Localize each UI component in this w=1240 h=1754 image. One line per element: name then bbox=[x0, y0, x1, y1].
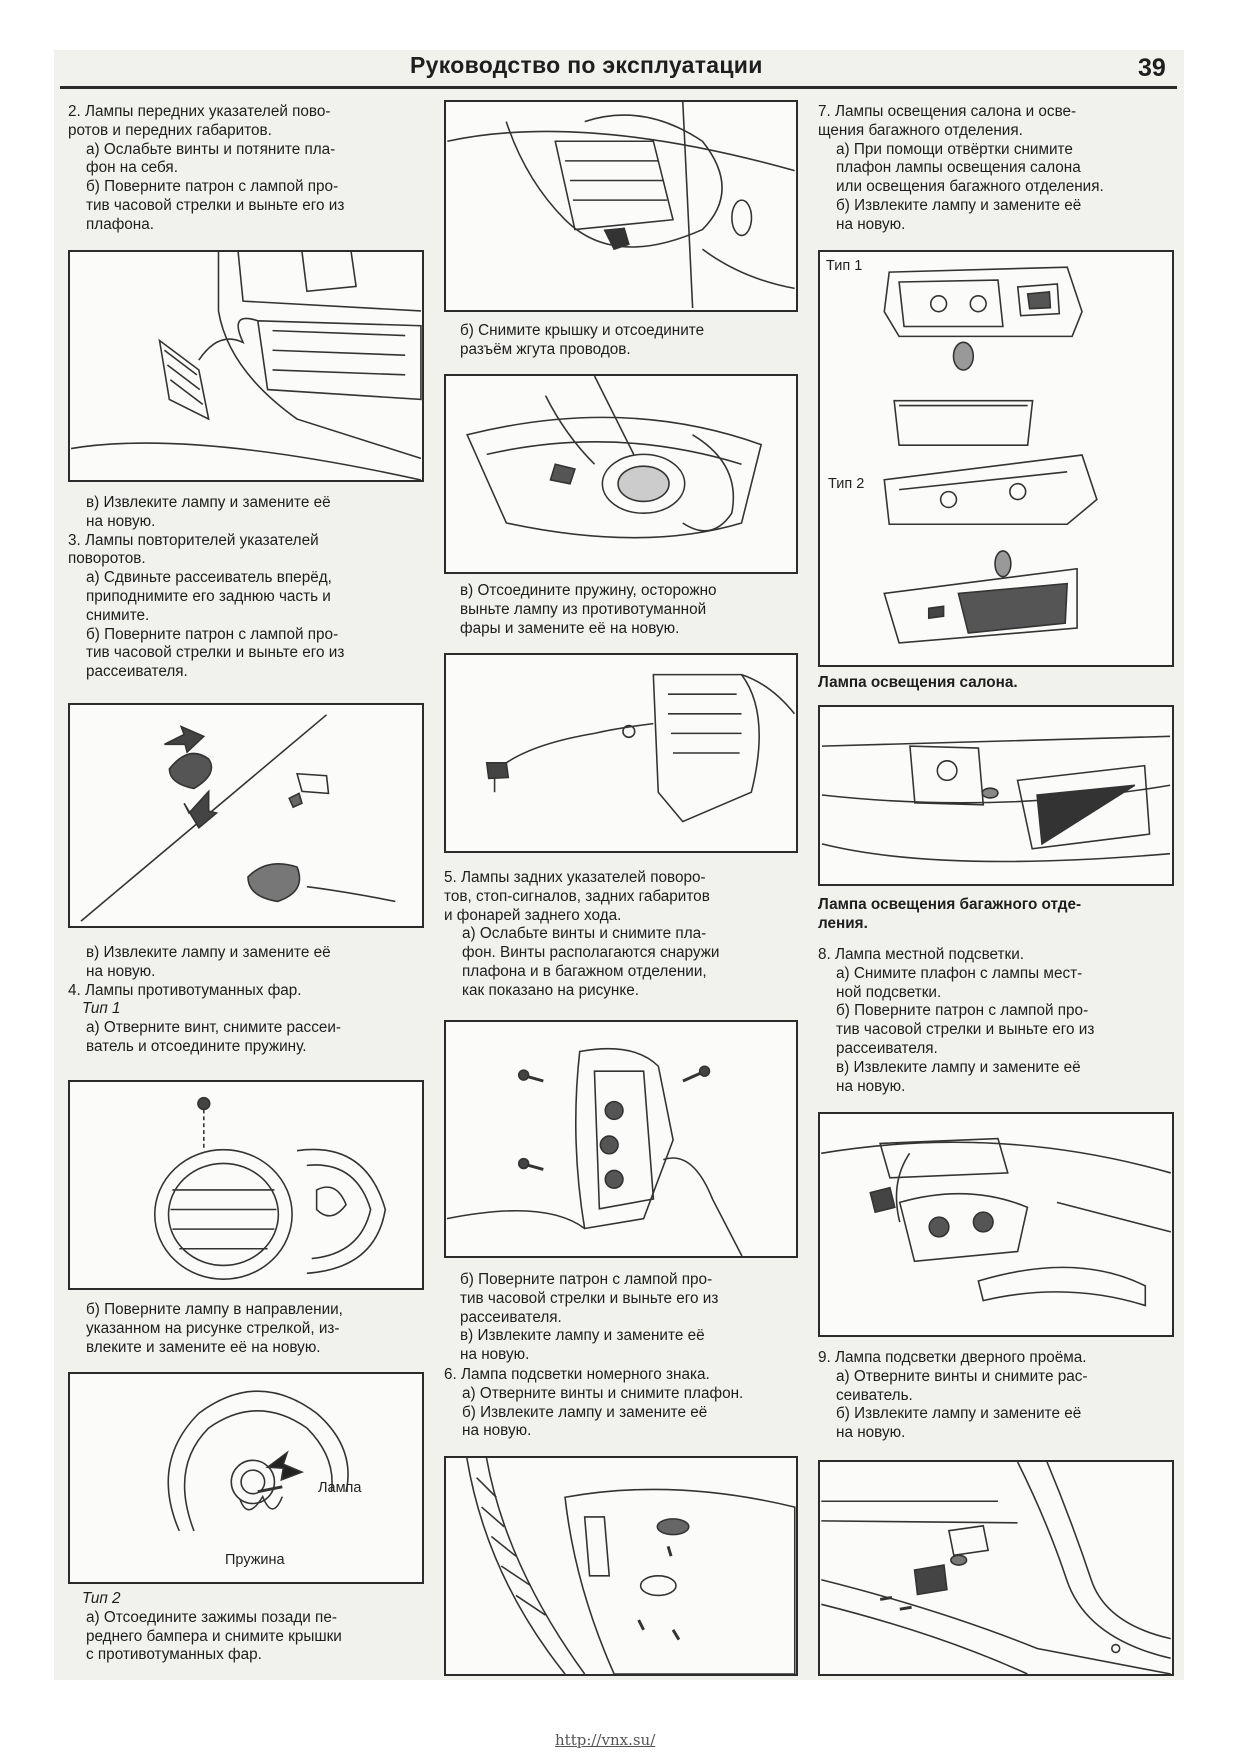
col2-block1 bbox=[460, 322, 798, 360]
figure-plate-lamp bbox=[444, 1456, 798, 1676]
figure-fog-lamp-type1 bbox=[68, 1080, 424, 1290]
figure-rear-lamp bbox=[444, 1020, 798, 1258]
type-2-label: Тип 2 bbox=[82, 1590, 121, 1607]
section-4-heading: 4. Лампы противотуманных фар. bbox=[68, 981, 302, 999]
col1-block2 bbox=[68, 494, 424, 682]
figure-map-lamp bbox=[818, 1112, 1174, 1337]
type-1-label: Тип 1 bbox=[82, 1000, 121, 1018]
section-5-heading: 5. Лампы задних указателей поворо- тов, стоп-сигналов, задних габаритов и фонарей заднего хода. bbox=[444, 869, 710, 924]
col2-block3 bbox=[444, 869, 798, 1001]
caption-trunk-lamp: Лампа освещения багажного отде- ления. bbox=[818, 896, 1082, 932]
section-4-step-a: а) Отверните винт, снимите рассеи- ватель и отсоедините пружину. bbox=[86, 1019, 341, 1055]
section-3-heading: 3. Лампы повторителей указателей поворотов. bbox=[68, 531, 319, 568]
figure-front-turn-lamp bbox=[68, 250, 424, 482]
col3-block3 bbox=[818, 1349, 1174, 1443]
section-6-heading: 6. Лампа подсветки номерного знака. bbox=[444, 1366, 710, 1383]
fig-label-type2: Тип 2 bbox=[828, 476, 865, 492]
section-8-step-b: б) Поверните патрон с лампой про- тив часовой стрелки и выньте его из рассеивателя. bbox=[836, 1002, 1095, 1057]
section-7-step-b: б) Извлеките лампу и замените её на новую. bbox=[836, 196, 1082, 233]
section-6-step-a: а) Отверните винты и снимите плафон. bbox=[462, 1384, 744, 1402]
figure-fog-spring bbox=[444, 374, 798, 574]
section-7-heading: 7. Лампы освещения салона и осве- щения багажного отделения. bbox=[818, 103, 1077, 139]
section-4-step-b: б) Поверните лампу в направлении, указанном на рисунке стрелкой, из- влеките и замените её на новую. bbox=[86, 1301, 343, 1356]
section-5-step-b: б) Поверните патрон с лампой про- тив часовой стрелки и выньте его из рассеивателя. bbox=[460, 1271, 719, 1326]
fig-label-type1: Тип 1 bbox=[826, 258, 863, 274]
section-2-heading: 2. Лампы передних указателей пово- ротов и передних габаритов. bbox=[68, 103, 331, 139]
figure-door-lamp bbox=[818, 1460, 1174, 1676]
col1-block3 bbox=[68, 944, 424, 1057]
caption-salon-lamp: Лампа освещения салона. bbox=[818, 674, 1018, 691]
footer-url-link[interactable]: http://vnx.su/ bbox=[555, 1731, 656, 1749]
figure-trunk-lamp bbox=[818, 705, 1174, 886]
section-2-step-v: в) Извлеките лампу и замените её на новую. bbox=[86, 494, 331, 530]
col2-step-b: б) Снимите крышку и отсоедините разъём жгута проводов. bbox=[460, 322, 705, 358]
section-5-step-a: а) Ослабьте винты и снимите пла- фон. Винты располагаются снаружи плафона и в багажном отделении, как показано на рисунке. bbox=[462, 925, 720, 999]
fig-label-lamp: Лампа bbox=[318, 1480, 362, 1496]
page-number: 39 bbox=[1138, 54, 1166, 82]
figure-fog-bulb-removed bbox=[444, 653, 798, 853]
col1-block1 bbox=[68, 103, 424, 235]
col2-step-v: в) Отсоедините пружину, осторожно выньте лампу из противотуманной фары и замените её на новую. bbox=[460, 582, 717, 637]
section-2-step-a: а) Ослабьте винты и потяните пла- фон на себя. bbox=[86, 140, 336, 177]
page-title: Руководство по эксплуатации bbox=[410, 52, 763, 78]
section-6-step-b: б) Извлеките лампу и замените её на новую. bbox=[462, 1403, 708, 1440]
figure-interior-lamp bbox=[818, 250, 1174, 667]
section-8-step-v: в) Извлеките лампу и замените её на новую. bbox=[836, 1058, 1081, 1095]
section-7-step-a: а) При помощи отвёртки снимите плафон лампы освещения салона или освещения багажного отделения. bbox=[836, 140, 1104, 196]
section-9-step-b: б) Извлеките лампу и замените её на новую. bbox=[836, 1405, 1082, 1442]
col2-block2 bbox=[460, 582, 798, 638]
section-9-heading: 9. Лампа подсветки дверного проёма. bbox=[818, 1349, 1087, 1366]
figure-fog-cover bbox=[444, 100, 798, 312]
section-3-step-a: а) Сдвиньте рассеиватель вперёд, приподнимите его заднюю часть и снимите. bbox=[86, 569, 332, 624]
fig-label-spring: Пружина bbox=[225, 1552, 285, 1568]
col3-block1 bbox=[818, 103, 1174, 235]
type-2-step-a: а) Отсоедините зажимы позади пе- реднего бампера и снимите крышки с противотуманных фар. bbox=[86, 1608, 342, 1664]
section-3-step-v: в) Извлеките лампу и замените её на новую. bbox=[86, 944, 331, 980]
section-8-heading: 8. Лампа местной подсветки. bbox=[818, 946, 1025, 963]
section-8-step-a: а) Снимите плафон с лампы мест- ной подсветки. bbox=[836, 964, 1083, 1001]
col2-block5 bbox=[444, 1366, 798, 1441]
header-rule bbox=[60, 86, 1177, 89]
section-3-step-b: б) Поверните патрон с лампой про- тив часовой стрелки и выньте его из рассеивателя. bbox=[86, 625, 345, 681]
section-9-step-a: а) Отверните винты и снимите рас- сеиватель. bbox=[836, 1367, 1088, 1404]
col1-block5 bbox=[68, 1590, 424, 1665]
figure-fog-lamp-bulb bbox=[68, 1372, 424, 1584]
col1-block4 bbox=[68, 1301, 424, 1357]
col3-block2 bbox=[818, 946, 1174, 1096]
col2-block4 bbox=[460, 1271, 798, 1365]
section-2-step-b: б) Поверните патрон с лампой про- тив часовой стрелки и выньте его из плафона. bbox=[86, 178, 345, 233]
figure-side-repeater bbox=[68, 703, 424, 928]
section-5-step-v: в) Извлеките лампу и замените её на новую. bbox=[460, 1327, 705, 1364]
